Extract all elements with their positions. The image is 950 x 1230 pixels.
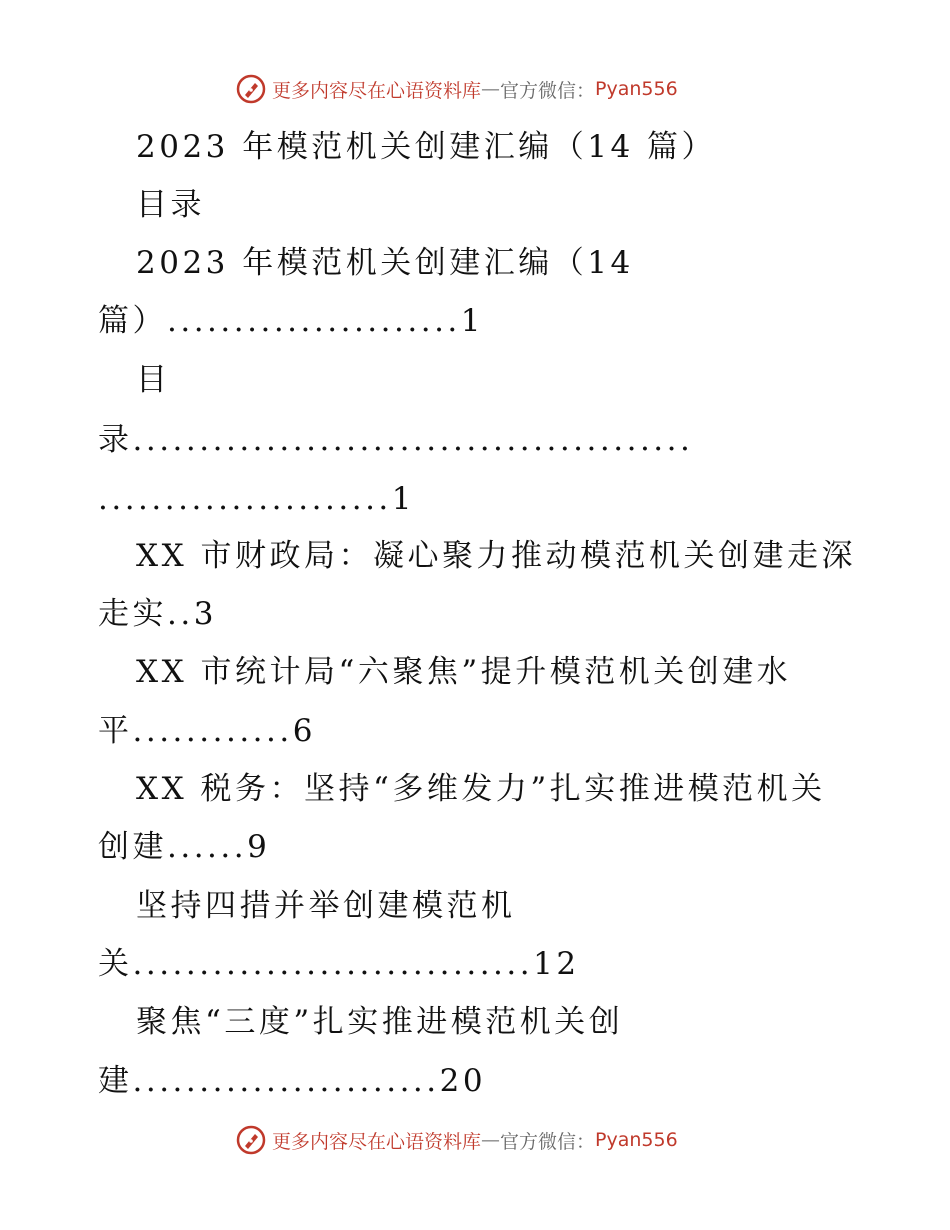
toc-line: 平............6 <box>98 713 316 749</box>
watermark-separator: — <box>481 1129 501 1151</box>
watermark-header <box>236 72 678 106</box>
toc-line: 2023 年模范机关创建汇编（14 <box>136 245 634 281</box>
watermark-official-label: 官方微信： <box>500 1130 596 1153</box>
watermark-text: 更多内容尽在心语资料库 <box>272 79 482 102</box>
watermark-text: 更多内容尽在心语资料库 <box>272 1130 482 1153</box>
toc-line: 坚持四措并举创建模范机 <box>136 888 516 924</box>
pen-nib-logo-icon <box>236 1125 266 1155</box>
document-title: 2023 年模范机关创建汇编（14 篇） <box>136 129 717 165</box>
toc-heading: 目录 <box>136 187 205 223</box>
toc-line: 篇）......................1 <box>98 303 485 339</box>
toc-line: 建.......................20 <box>98 1063 487 1099</box>
toc-line: 走实..3 <box>98 596 217 632</box>
toc-line: XX 市统计局“六聚焦”提升模范机关创建水 <box>136 654 792 690</box>
watermark-wechat-id: Pyan556 <box>595 1129 678 1151</box>
toc-line: XX 市财政局：凝心聚力推动模范机关创建走深 <box>136 538 856 574</box>
toc-line: 录.......................................... <box>98 422 694 458</box>
pen-nib-logo-icon <box>236 74 266 104</box>
toc-line: 目 <box>136 362 171 398</box>
toc-line: 创建......9 <box>98 829 271 865</box>
watermark-official-label: 官方微信： <box>500 79 596 102</box>
toc-line: XX 税务：坚持“多维发力”扎实推进模范机关 <box>136 771 826 807</box>
watermark-separator: — <box>481 78 501 100</box>
toc-line: 关..............................12 <box>98 946 580 982</box>
toc-line: 聚焦“三度”扎实推进模范机关创 <box>136 1004 624 1040</box>
watermark-wechat-id: Pyan556 <box>595 78 678 100</box>
watermark-footer <box>236 1123 678 1157</box>
toc-line: ......................1 <box>98 481 416 517</box>
